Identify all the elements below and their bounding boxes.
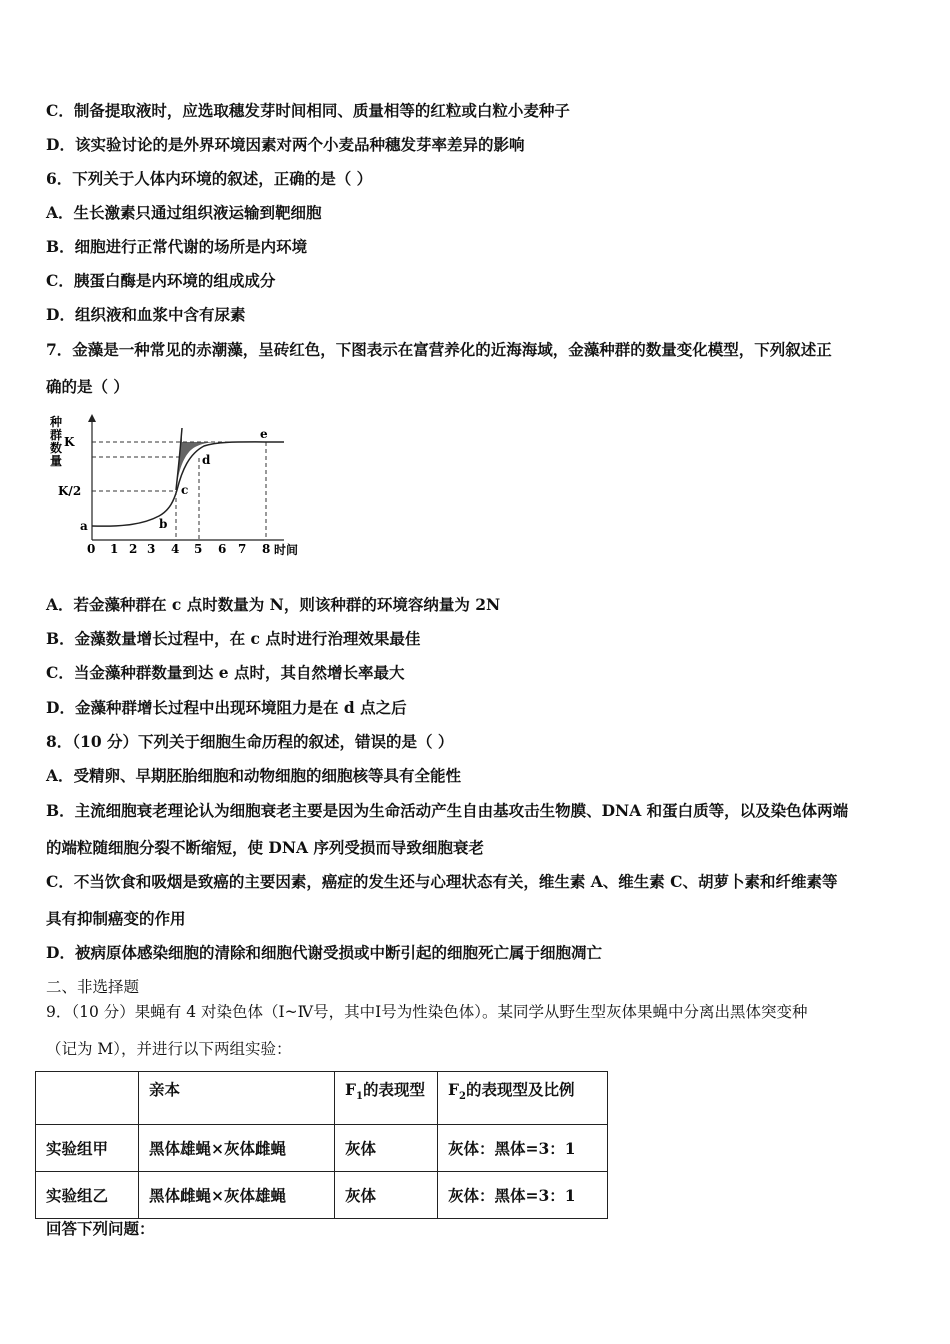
xtick-4: 4: [171, 542, 180, 556]
xtick-3: 3: [147, 542, 156, 556]
option-5c: C．制备提取液时，应选取穗发芽时间相同、质量相等的红粒或白粒小麦种子: [46, 101, 570, 120]
header-cell-f1: $F_1$的表现型: [335, 1072, 438, 1125]
option-6c: C．胰蛋白酶是内环境的组成成分: [46, 271, 276, 290]
experiment-table: [35, 1071, 608, 1219]
table-row: [36, 1125, 608, 1172]
option-7a: A．若金藻种群在 c 点时数量为 N，则该种群的环境容纳量为 2N: [46, 595, 501, 614]
ytick-k: K: [64, 435, 75, 449]
question-8-stem: 8．（10 分）下列关于细胞生命历程的叙述，错误的是（ ）: [46, 732, 454, 751]
point-d: d: [202, 453, 211, 467]
option-8d: D．被病原体感染细胞的清除和细胞代谢受损或中断引起的细胞死亡属于细胞凋亡: [46, 943, 602, 962]
question-7-stem-line2: 确的是（ ）: [46, 377, 129, 396]
section-title: 二、非选择题: [46, 978, 140, 996]
header-cell-empty: [36, 1072, 139, 1125]
y-axis-arrow: [88, 414, 96, 422]
option-7b: B．金藻数量增长过程中，在 c 点时进行治理效果最佳: [46, 629, 421, 648]
table-cell: 黑体雄蝇×灰体雌蝇: [139, 1125, 335, 1172]
xtick-1: 1: [110, 542, 119, 556]
point-c: c: [181, 483, 189, 497]
xtick-7: 7: [238, 542, 247, 556]
table-cell: 灰体：黑体=3：1: [438, 1125, 608, 1172]
option-6a: A．生长激素只通过组织液运输到靶细胞: [46, 203, 322, 222]
shaded-area: [176, 428, 219, 490]
ytick-k2: K/2: [58, 484, 82, 498]
table-row: [36, 1172, 608, 1219]
population-growth-graph: [44, 412, 314, 562]
point-b: b: [159, 517, 168, 531]
answer-prompt: 回答下列问题：: [46, 1219, 155, 1238]
option-6b: B．细胞进行正常代谢的场所是内环境: [46, 237, 308, 256]
option-6d: D．组织液和血浆中含有尿素: [46, 305, 246, 324]
ylabel-char-3: 数: [50, 441, 63, 455]
table-cell: 实验组乙: [36, 1172, 139, 1219]
xtick-8: 8: [262, 542, 271, 556]
table-cell: 灰体: [335, 1125, 438, 1172]
ylabel-char-1: 种: [50, 415, 63, 429]
point-a: a: [80, 519, 88, 533]
xtick-2: 2: [129, 542, 138, 556]
xlabel: 时间: [274, 543, 299, 557]
header-cell-f2: $F_2$的表现型及比例: [438, 1072, 608, 1125]
ylabel-char-4: 量: [50, 454, 63, 468]
ylabel-char-2: 群: [50, 428, 63, 442]
point-e: e: [260, 427, 268, 441]
option-7d: D．金藻种群增长过程中出现环境阻力是在 d 点之后: [46, 698, 407, 717]
table-header-row: [36, 1072, 608, 1125]
question-7-stem-line1: 7．金藻是一种常见的赤潮藻，呈砖红色，下图表示在富营养化的近海海域，金藻种群的数量变化模型，下列叙述正: [46, 340, 832, 359]
option-7c: C．当金藻种群数量到达 e 点时，其自然增长率最大: [46, 663, 405, 682]
question-9-stem-line2: （记为 M），并进行以下两组实验：: [46, 1040, 292, 1058]
xtick-5: 5: [194, 542, 203, 556]
table-cell: 灰体: [335, 1172, 438, 1219]
table-cell: 实验组甲: [36, 1125, 139, 1172]
xtick-0: 0: [87, 542, 96, 556]
option-8b-line1: B．主流细胞衰老理论认为细胞衰老主要是因为生命活动产生自由基攻击生物膜、DNA 和蛋白质等，以及染色体两端: [46, 801, 849, 820]
table-cell: 黑体雌蝇×灰体雄蝇: [139, 1172, 335, 1219]
option-8a: A．受精卵、早期胚胎细胞和动物细胞的细胞核等具有全能性: [46, 766, 462, 785]
question-6-stem: 6．下列关于人体内环境的叙述，正确的是（ ）: [46, 169, 373, 188]
header-cell-parents: 亲本: [139, 1072, 335, 1125]
option-8b-line2: 的端粒随细胞分裂不断缩短，使 DNA 序列受损而导致细胞衰老: [46, 838, 484, 857]
option-5d: D．该实验讨论的是外界环境因素对两个小麦品种穗发芽率差异的影响: [46, 135, 525, 154]
option-8c-line1: C．不当饮食和吸烟是致癌的主要因素，癌症的发生还与心理状态有关，维生素 A、维生素 C、胡萝卜素和纤维素等: [46, 872, 838, 891]
option-8c-line2: 具有抑制癌变的作用: [46, 909, 186, 928]
xtick-6: 6: [218, 542, 227, 556]
question-9-stem-line1: 9．（10 分）果蝇有 4 对染色体（Ⅰ~Ⅳ号，其中Ⅰ号为性染色体）。某同学从野生型灰体果蝇中分离出黑体突变种: [46, 1003, 808, 1021]
table-cell: 灰体：黑体=3：1: [438, 1172, 608, 1219]
